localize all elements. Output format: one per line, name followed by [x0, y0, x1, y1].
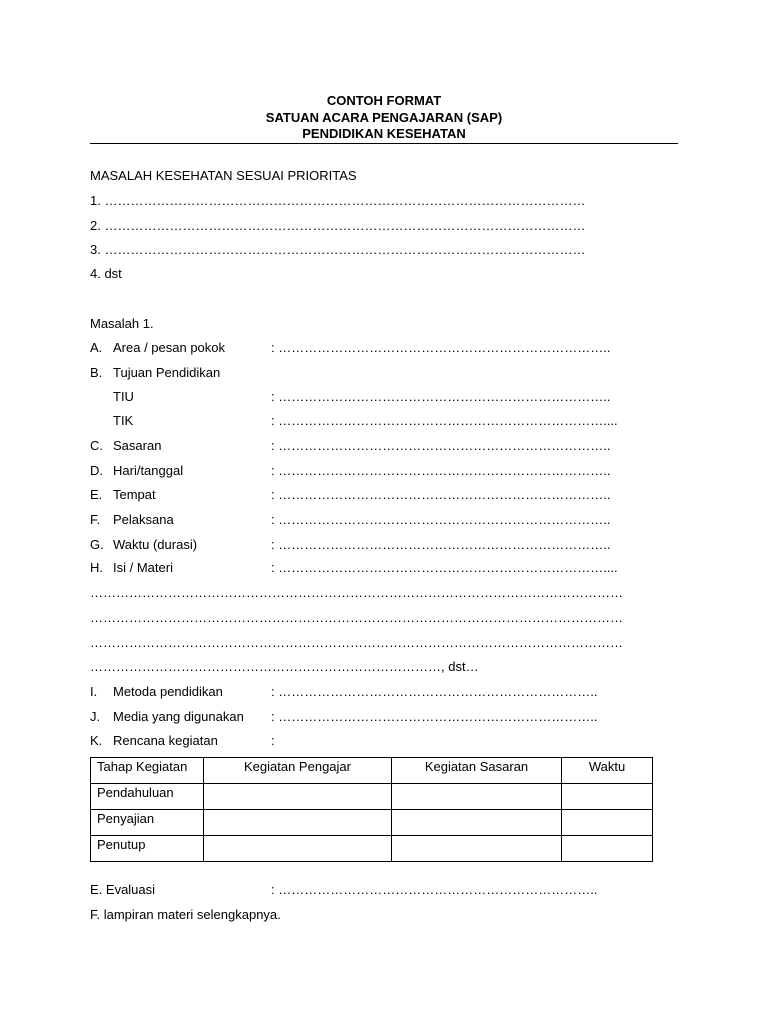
field-value: : ……………………………………………………………….. — [271, 684, 598, 699]
table-cell — [562, 784, 653, 810]
priority-item: 4. dst — [90, 266, 122, 281]
table-cell — [392, 784, 562, 810]
field-letter: E. — [90, 487, 103, 502]
doc-title-line-3: PENDIDIKAN KESEHATAN — [302, 126, 466, 141]
field-label: TIK — [113, 413, 134, 428]
field-label: Sasaran — [113, 438, 162, 453]
table-row — [91, 784, 653, 810]
field-label: Tempat — [113, 487, 156, 502]
table-header-cell: Waktu — [562, 758, 653, 784]
field-letter: C. — [90, 438, 103, 453]
field-value: : ………………………………………………………………….. — [271, 389, 611, 404]
field-label: Area / pesan pokok — [113, 340, 226, 355]
header-divider — [90, 143, 678, 144]
evaluasi-label: E. Evaluasi — [90, 882, 156, 897]
lampiran-note: F. lampiran materi selengkapnya. — [90, 907, 281, 922]
field-label: Metoda pendidikan — [113, 684, 223, 699]
table-cell — [392, 810, 562, 836]
field-value: : ………………………………………………………………….. — [271, 487, 611, 502]
doc-title-line-2: SATUAN ACARA PENGAJARAN (SAP) — [265, 110, 503, 125]
table-header-cell: Kegiatan Sasaran — [392, 758, 562, 784]
priority-heading: MASALAH KESEHATAN SESUAI PRIORITAS — [90, 168, 357, 183]
table-cell — [204, 784, 392, 810]
table-cell — [562, 810, 653, 836]
field-letter: H. — [90, 560, 103, 575]
materi-line: …………………………………………………………………………………………………………… — [90, 585, 623, 600]
evaluasi-value: : ……………………………………………………………….. — [271, 882, 598, 897]
priority-item: 3. ………………………………………………………………………………………………… — [90, 242, 586, 257]
field-value: : ………………………………………………………………….. — [271, 340, 611, 355]
field-value: : ………………………………………………………………….. — [271, 537, 611, 552]
field-label: Isi / Materi — [113, 560, 173, 575]
field-letter: F. — [90, 512, 101, 527]
field-letter: B. — [90, 365, 103, 380]
field-letter: D. — [90, 463, 103, 478]
table-header-row — [91, 758, 653, 784]
materi-line: …………………………………………………………………………………………………………… — [90, 610, 623, 625]
materi-line: …………………………………………………………………………………………………………… — [90, 635, 623, 650]
field-label: Pelaksana — [113, 512, 174, 527]
table-cell — [562, 836, 653, 862]
activity-plan-table — [90, 757, 653, 862]
table-cell — [204, 810, 392, 836]
field-value: : ……………………………………………………………….. — [271, 709, 598, 724]
field-label: TIU — [113, 389, 134, 404]
field-label: Rencana kegiatan — [113, 733, 218, 748]
table-cell: Penutup — [91, 836, 204, 862]
materi-line: ………………………………………………………………………, dst… — [90, 659, 479, 674]
table-cell — [204, 836, 392, 862]
field-label: Media yang digunakan — [113, 709, 244, 724]
table-row — [91, 810, 653, 836]
priority-item: 2. ………………………………………………………………………………………………… — [90, 218, 586, 233]
field-value: : — [271, 733, 275, 748]
table-cell: Pendahuluan — [91, 784, 204, 810]
table-cell: Penyajian — [91, 810, 204, 836]
field-label: Waktu (durasi) — [113, 537, 198, 552]
table-header-cell: Tahap Kegiatan — [91, 758, 204, 784]
table-cell — [392, 836, 562, 862]
field-value: : ………………………………………………………………….. — [271, 463, 611, 478]
doc-title-line-1: CONTOH FORMAT — [326, 93, 442, 108]
field-letter: I. — [90, 684, 98, 699]
field-label: Tujuan Pendidikan — [113, 365, 221, 380]
table-row — [91, 836, 653, 862]
field-label: Hari/tanggal — [113, 463, 184, 478]
priority-item: 1. ………………………………………………………………………………………………… — [90, 193, 586, 208]
field-letter: A. — [90, 340, 103, 355]
problem-heading: Masalah 1. — [90, 316, 154, 331]
field-value: : ………………………………………………………………….. — [271, 438, 611, 453]
field-letter: G. — [90, 537, 104, 552]
field-value: : ………………………………………………………………….... — [271, 413, 618, 428]
field-letter: K. — [90, 733, 103, 748]
field-value: : ………………………………………………………………….... — [271, 560, 618, 575]
field-letter: J. — [90, 709, 101, 724]
field-value: : ………………………………………………………………….. — [271, 512, 611, 527]
table-header-cell: Kegiatan Pengajar — [204, 758, 392, 784]
